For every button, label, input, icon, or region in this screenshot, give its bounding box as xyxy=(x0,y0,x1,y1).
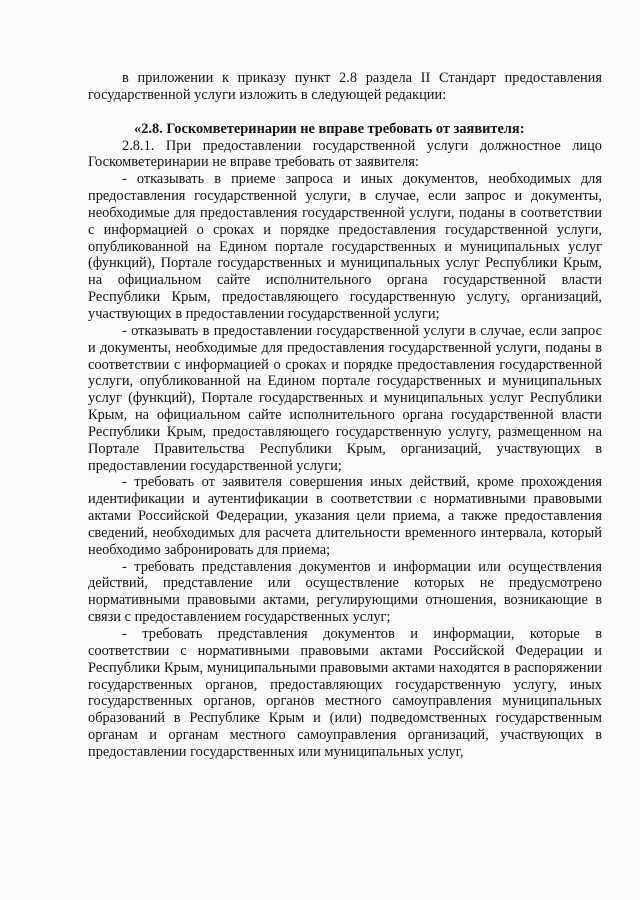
list-item: - требовать от заявителя совершения иных действий, кроме прохождения идентификации и аутентификации в соответствии с нормативными правовыми актами Российской Федерации, указания цели приема, а также предоставления сведений, необходимых для расчета длительности временного интервала, который необходимо забронировать для приема; xyxy=(88,474,602,558)
list-item: - отказывать в приеме запроса и иных документов, необходимых для предоставления государственной услуги, в случае, если запрос и документы, необходимые для предоставления государственной услуги, поданы в соответствии с информацией о сроках и порядке предоставления государственной услуги, опубликованной на Едином портале государственных и муниципальных услуг (функций), Портале государственных и муниципальных услуг Республики Крым, на официальном сайте исполнительного органа государственной власти Республики Крым, предоставляющего государственную услугу, организаций, участвующих в предоставлении государственной услуги; xyxy=(88,171,602,322)
list-item: - требовать представления документов и информации или осуществления действий, представление или осуществление которых не предусмотрено нормативными правовыми актами, регулирующими отношения, возникающие в связи с предоставлением государственных услуг; xyxy=(88,558,602,626)
clause-paragraph: 2.8.1. При предоставлении государственной услуги должностное лицо Госкомветеринарии не вправе требовать от заявителя: xyxy=(88,137,602,171)
list-item: - требовать представления документов и информации, которые в соответствии с нормативными правовыми актами Российской Федерации и Республики Крым, муниципальными правовыми актами находятся в распоряжении государственных органов, предоставляющих государственную услугу, иных государственных органов, органов местного самоуправления муниципальных образований в Республике Крым и (или) подведомственных государственным органам и органам местного самоуправления организаций, участвующих в предоставлении государственных или муниципальных услуг, xyxy=(88,626,602,760)
list-item: - отказывать в предоставлении государственной услуги в случае, если запрос и документы, необходимые для предоставления государственной услуги, поданы в соответствии с информацией о сроках и порядке предоставления государственной услуги, опубликованной на Едином портале государственных и муниципальных услуг (функций), Портале государственных и муниципальных услуг Республики Крым, на официальном сайте исполнительного органа государственной власти Республики Крым, предоставляющего государственную услугу, размещенном на Портале Правительства Республики Крым, организаций, участвующих в предоставлении государственной услуги; xyxy=(88,322,602,474)
intro-paragraph: в приложении к приказу пункт 2.8 раздела II Стандарт предоставления государственной услуги изложить в следующей редакции: xyxy=(88,70,602,103)
section-heading: «2.8. Госкомветеринарии не вправе требовать от заявителя: xyxy=(134,120,525,137)
